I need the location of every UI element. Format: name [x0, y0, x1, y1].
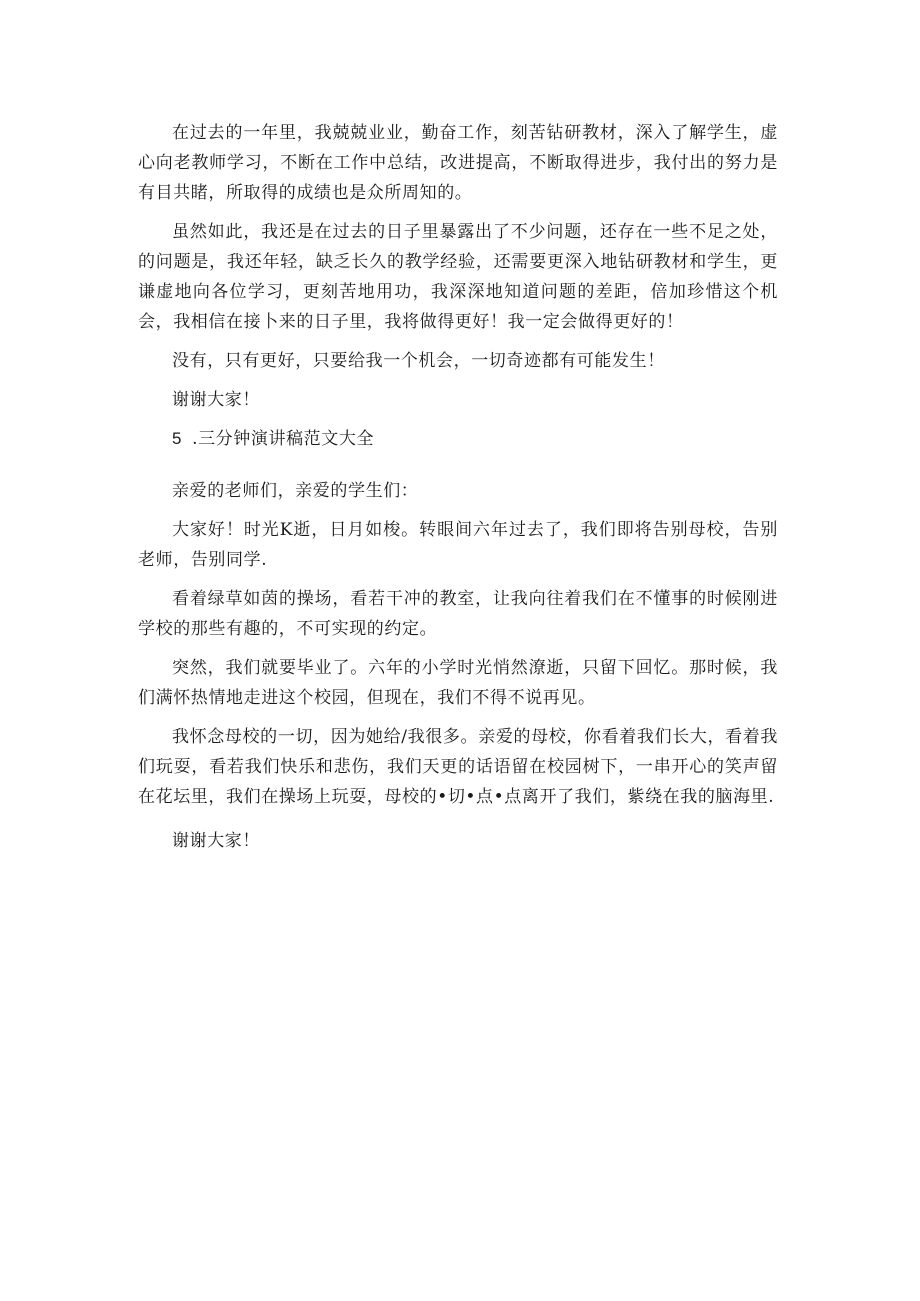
closing-line: 谢谢大家！ [172, 831, 260, 851]
paragraph: 大家好！时光K逝，日月如梭。转眼间六年过去了，我们即将告别母校，告别老师，告别同学. [138, 520, 778, 570]
section-heading [138, 424, 778, 454]
section-title: .三分钟演讲稿范文大全 [192, 429, 375, 449]
document-page [138, 118, 778, 865]
paragraph: 突然，我们就要毕业了。六年的小学时光悄然潦逝，只留下回忆。那时候，我们满怀热情地走进这个校园，但现在，我们不得不说再见。 [138, 658, 778, 708]
closing-line: 谢谢大家！ [172, 390, 260, 410]
greeting: 亲爱的老师们，亲爱的学生们： [172, 481, 419, 501]
section-1 [138, 118, 778, 415]
section-2 [138, 476, 778, 856]
section-number: 5 [172, 429, 183, 448]
paragraph: 没有，只有更好，只要给我一个机会，一切奇迹都有可能发生！ [172, 351, 665, 371]
paragraph: 我怀念母校的一切，因为她给/我很多。亲爱的母校，你看着我们长大，看着我们玩耍，看若我们快乐和悲伤，我们天更的话语留在校园树下，一串开心的笑声留在花坛里，我们在操场上玩耍，母校的•切•点•点离开了我们，紫绕在我的脑海里. [138, 727, 778, 807]
paragraph: 虽然如此，我还是在过去的日子里暴露出了不少问题，还存在一些不足之处，的问题是，我还年轻，缺乏长久的教学经验，还需要更深入地钻研教材和学生，更谦虚地向各位学习，更刻苦地用功，我深深地知道问题的差距，倍加珍惜这个机会，我相信在接卜来的日子里，我将做得更好！我一定会做得更好的！ [138, 222, 778, 332]
paragraph: 看着绿草如茵的操场，看若干冲的教室，让我向往着我们在不懂事的时候刚进学校的那些有趣的，不可实现的约定。 [138, 589, 778, 639]
paragraph: 在过去的一年里，我兢兢业业，勤奋工作，刻苦钻研教材，深入了解学生，虚心向老教师学习，不断在工作中总结，改进提高，不断取得进步，我付出的努力是有目共睹，所取得的成绩也是众所周知的。 [138, 123, 778, 203]
